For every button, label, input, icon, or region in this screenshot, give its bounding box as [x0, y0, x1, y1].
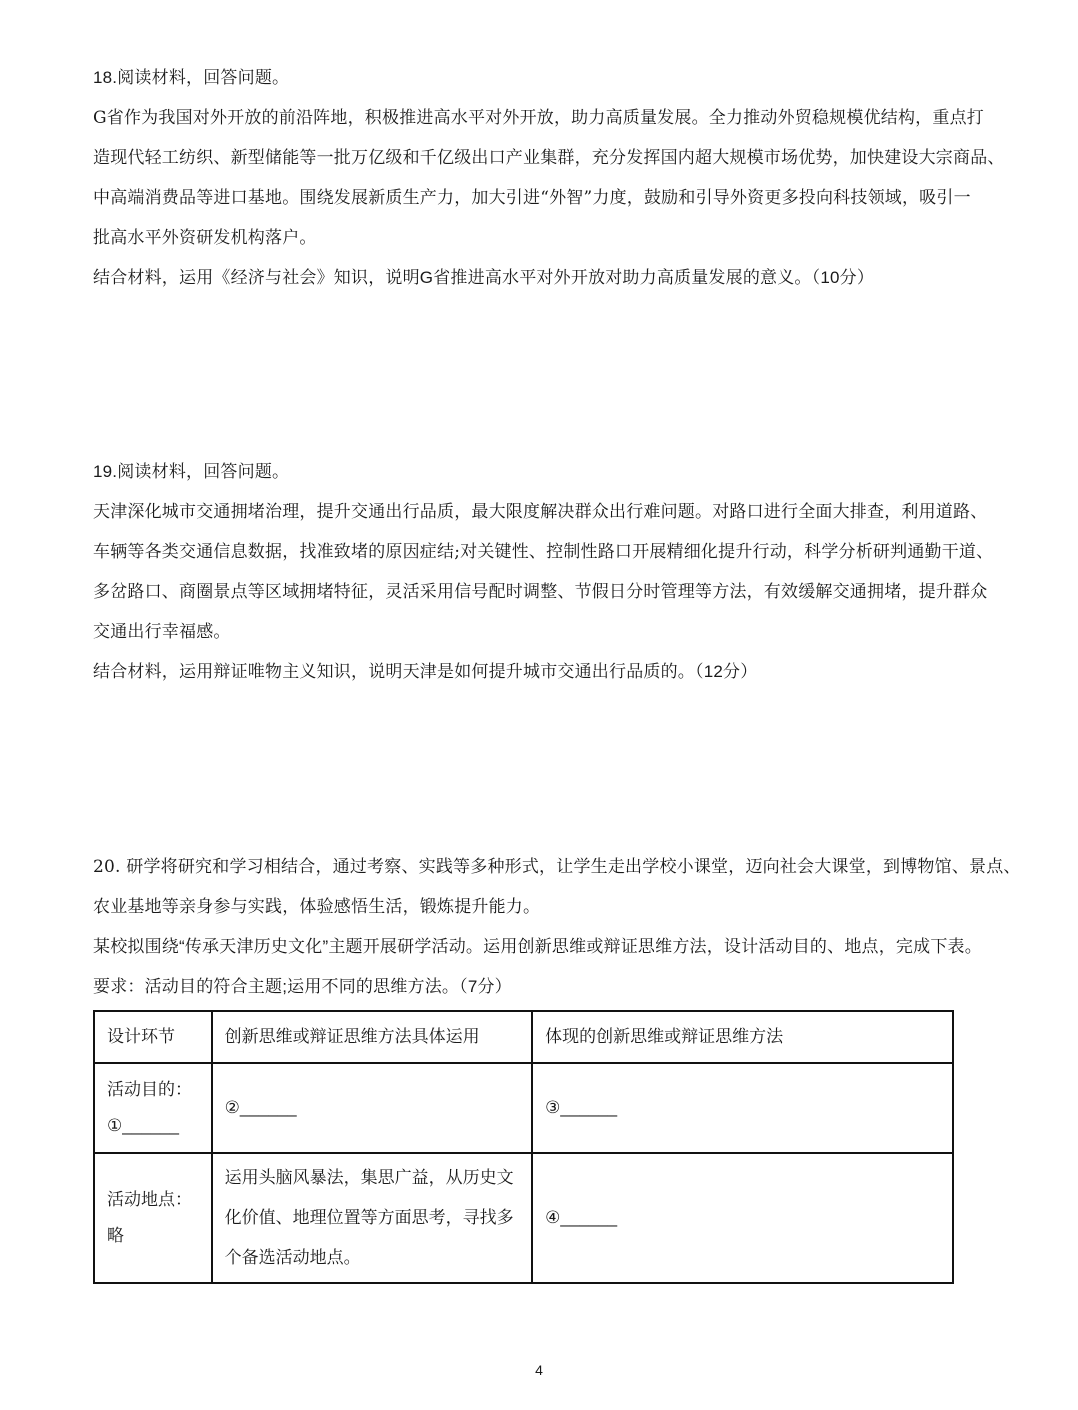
answer-blank-2: ②______: [212, 1063, 532, 1153]
question-19-material-line: 车辆等各类交通信息数据，找准致堵的原因症结;对关键性、控制性路口开展精细化提升行动，科学分析研判通勤干道、: [93, 542, 994, 562]
activity-design-table: [93, 1010, 954, 1284]
application-line: 运用头脑风暴法，集思广益，从历史文: [224, 1168, 514, 1187]
stage-label: 活动地点：: [107, 1190, 192, 1209]
table-row-activity-location: [94, 1153, 953, 1283]
question-19-material-line: 交通出行幸福感。: [93, 622, 231, 642]
question-18-material-line: 中高端消费品等进口基地。围绕发展新质生产力，加大引进“外智”力度，鼓励和引导外资更多投向科技领域，吸引一: [93, 188, 971, 208]
application-line: 个备选活动地点。: [224, 1248, 361, 1267]
question-18-title: 18.阅读材料，回答问题。: [93, 68, 290, 87]
table-header-cell: 体现的创新思维或辩证思维方法: [532, 1011, 953, 1063]
question-19-material-line: 天津深化城市交通拥堵治理，提升交通出行品质，最大限度解决群众出行难问题。对路口进行全面大排查，利用道路、: [93, 502, 988, 522]
table-header-cell: 创新思维或辩证思维方法具体运用: [212, 1011, 532, 1063]
answer-blank-4: ④______: [532, 1153, 953, 1283]
question-20-prompt: 某校拟围绕“传承天津历史文化”主题开展研学活动。运用创新思维或辩证思维方法，设计活动目的、地点，完成下表。: [93, 937, 982, 956]
question-18: [93, 58, 1005, 298]
table-cell-application: [212, 1153, 532, 1283]
page-number: 4: [535, 1362, 543, 1378]
question-20-requirement: 要求：活动目的符合主题;运用不同的思维方法。（7分）: [93, 977, 512, 996]
question-19-prompt: 结合材料，运用辩证唯物主义知识，说明天津是如何提升城市交通出行品质的。（12分）: [93, 662, 758, 681]
question-18-material-line: 批高水平外资研发机构落户。: [93, 228, 317, 248]
question-18-material-line: G省作为我国对外开放的前沿阵地，积极推进高水平对外开放，助力高质量发展。全力推动外贸稳规模优结构，重点打: [93, 108, 984, 128]
question-20-material-line: 20. 研学将研究和学习相结合，通过考察、实践等多种形式，让学生走出学校小课堂，迈向社会大课堂，到博物馆、景点、: [93, 857, 1021, 877]
question-19: [93, 452, 993, 692]
question-19-material-line: 多岔路口、商圈景点等区域拥堵特征，灵活采用信号配时调整、节假日分时管理等方法，有效缓解交通拥堵，提升群众: [93, 582, 988, 602]
stage-value: 略: [107, 1226, 124, 1245]
answer-blank-3: ③______: [532, 1063, 953, 1153]
stage-label: 活动目的：: [107, 1080, 192, 1099]
table-row-activity-purpose: [94, 1063, 953, 1153]
question-18-material-line: 造现代轻工纺织、新型储能等一批万亿级和千亿级出口产业集群，充分发挥国内超大规模市场优势，加快建设大宗商品、: [93, 148, 1005, 168]
table-cell-stage: [94, 1063, 212, 1153]
question-20-material-line: 农业基地等亲身参与实践，体验感悟生活，锻炼提升能力。: [93, 897, 541, 917]
table-header-cell: 设计环节: [94, 1011, 212, 1063]
table-cell-stage: [94, 1153, 212, 1283]
question-18-prompt: 结合材料，运用《经济与社会》知识，说明G省推进高水平对外开放对助力高质量发展的意义。（10分）: [93, 268, 875, 287]
question-19-title: 19.阅读材料，回答问题。: [93, 462, 290, 481]
question-20: [93, 847, 1021, 1007]
application-line: 化价值、地理位置等方面思考，寻找多: [224, 1208, 514, 1227]
table-header-row: [94, 1011, 953, 1063]
answer-blank-1: ①______: [107, 1116, 179, 1135]
